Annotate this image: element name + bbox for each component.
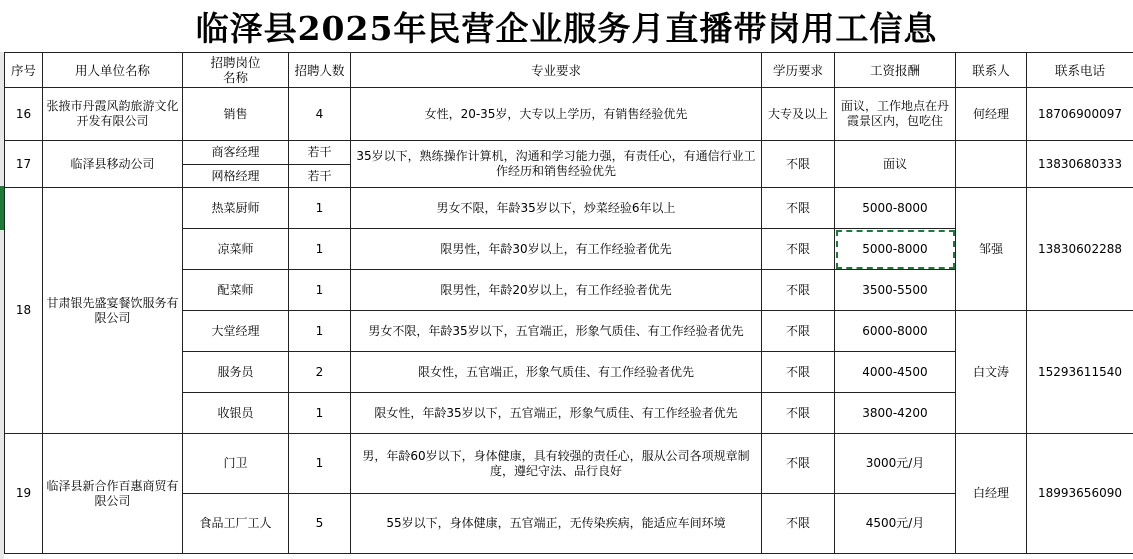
cell-company[interactable]: 张掖市丹霞风韵旅游文化开发有限公司	[43, 88, 183, 141]
cell-company[interactable]: 临泽县新合作百惠商贸有限公司	[43, 434, 183, 554]
cell-no[interactable]: 19	[5, 434, 43, 554]
header-cell[interactable]: 用人单位名称	[43, 53, 183, 88]
page-title-row	[0, 0, 1133, 52]
cell-no[interactable]: 17	[5, 141, 43, 188]
header-cell[interactable]: 工资报酬	[835, 53, 956, 88]
cell-education[interactable]: 不限	[762, 393, 835, 434]
cell-position[interactable]: 网格经理	[183, 165, 289, 188]
header-cell[interactable]: 联系电话	[1027, 53, 1133, 88]
cell-requirement[interactable]: 男女不限，年龄35岁以下，炒菜经验6年以上	[351, 188, 762, 229]
cell-requirement[interactable]: 男，年龄60岁以下，身体健康，具有较强的责任心，服从公司各项规章制度，遵纪守法、品行良好	[351, 434, 762, 494]
table-row	[5, 434, 1133, 494]
cell-salary[interactable]: 4000-4500	[835, 352, 956, 393]
cell-salary[interactable]: 4500元/月	[835, 494, 956, 554]
cell-requirement[interactable]: 限男性，年龄20岁以上，有工作经验者优先	[351, 270, 762, 311]
cell-education[interactable]: 不限	[762, 352, 835, 393]
cell-position[interactable]: 食品工厂工人	[183, 494, 289, 554]
cell-salary-selected[interactable]: 5000-8000	[835, 229, 956, 270]
cell-position[interactable]: 收银员	[183, 393, 289, 434]
header-row	[5, 53, 1133, 88]
cell-position[interactable]: 服务员	[183, 352, 289, 393]
cell-phone[interactable]: 18706900097	[1027, 88, 1133, 141]
cell-position[interactable]: 大堂经理	[183, 311, 289, 352]
cell-contact[interactable]: 邹强	[956, 188, 1027, 311]
cell-education[interactable]: 大专及以上	[762, 88, 835, 141]
cell-requirement[interactable]: 限女性，五官端正，形象气质佳、有工作经验者优先	[351, 352, 762, 393]
cell-salary[interactable]: 3800-4200	[835, 393, 956, 434]
cell-count[interactable]: 若干	[289, 141, 351, 165]
cell-count[interactable]: 4	[289, 88, 351, 141]
cell-salary[interactable]: 5000-8000	[835, 188, 956, 229]
cell-count[interactable]: 1	[289, 270, 351, 311]
cell-education[interactable]: 不限	[762, 229, 835, 270]
cell-position[interactable]: 凉菜师	[183, 229, 289, 270]
cell-requirement[interactable]: 55岁以下，身体健康，五官端正，无传染疾病，能适应车间环境	[351, 494, 762, 554]
cell-education[interactable]: 不限	[762, 188, 835, 229]
cell-company[interactable]: 甘肃银先盛宴餐饮服务有限公司	[43, 188, 183, 434]
cell-requirement[interactable]: 限男性，年龄30岁以上，有工作经验者优先	[351, 229, 762, 270]
cell-education[interactable]: 不限	[762, 311, 835, 352]
header-cell[interactable]: 招聘岗位名称	[183, 53, 289, 88]
cell-contact[interactable]: 白经理	[956, 434, 1027, 554]
cell-count[interactable]: 1	[289, 229, 351, 270]
cell-count[interactable]: 1	[289, 188, 351, 229]
cell-education[interactable]: 不限	[762, 494, 835, 554]
cell-no[interactable]: 16	[5, 88, 43, 141]
header-cell[interactable]: 联系人	[956, 53, 1027, 88]
cell-requirement[interactable]: 男女不限，年龄35岁以下，五官端正，形象气质佳、有工作经验者优先	[351, 311, 762, 352]
cell-salary[interactable]: 面议	[835, 141, 956, 188]
cell-contact[interactable]: 白文涛	[956, 311, 1027, 434]
cell-no[interactable]: 18	[5, 188, 43, 434]
cell-count[interactable]: 1	[289, 311, 351, 352]
cell-requirement[interactable]: 女性，20-35岁，大专以上学历，有销售经验优先	[351, 88, 762, 141]
cell-phone[interactable]: 15293611540	[1027, 311, 1133, 434]
cell-count[interactable]: 1	[289, 393, 351, 434]
header-cell[interactable]: 序号	[5, 53, 43, 88]
recruitment-table	[4, 52, 1133, 554]
cell-count[interactable]: 若干	[289, 165, 351, 188]
table-row	[5, 141, 1133, 165]
cell-position[interactable]: 门卫	[183, 434, 289, 494]
cell-education[interactable]: 不限	[762, 434, 835, 494]
cell-salary[interactable]: 3500-5500	[835, 270, 956, 311]
cell-count[interactable]: 5	[289, 494, 351, 554]
cell-phone[interactable]: 13830680333	[1027, 141, 1133, 188]
cell-position[interactable]: 商客经理	[183, 141, 289, 165]
table-row	[5, 88, 1133, 141]
header-cell[interactable]: 招聘人数	[289, 53, 351, 88]
cell-phone[interactable]: 18993656090	[1027, 434, 1133, 554]
cell-count[interactable]: 1	[289, 434, 351, 494]
page-title: 临泽县2025年民营企业服务月直播带岗用工信息	[195, 8, 938, 48]
cell-phone[interactable]: 13830602288	[1027, 188, 1133, 311]
cell-position[interactable]: 配菜师	[183, 270, 289, 311]
table-row	[5, 188, 1133, 229]
cell-company[interactable]: 临泽县移动公司	[43, 141, 183, 188]
cell-education[interactable]: 不限	[762, 141, 835, 188]
cell-salary[interactable]: 3000元/月	[835, 434, 956, 494]
cell-requirement[interactable]: 限女性，年龄35岁以下，五官端正，形象气质佳、有工作经验者优先	[351, 393, 762, 434]
cell-education[interactable]: 不限	[762, 270, 835, 311]
header-cell[interactable]: 学历要求	[762, 53, 835, 88]
header-cell[interactable]: 专业要求	[351, 53, 762, 88]
cell-position[interactable]: 热菜厨师	[183, 188, 289, 229]
cell-position[interactable]: 销售	[183, 88, 289, 141]
cell-count[interactable]: 2	[289, 352, 351, 393]
cell-contact[interactable]	[956, 141, 1027, 188]
cell-requirement[interactable]: 35岁以下，熟练操作计算机，沟通和学习能力强，有责任心，有通信行业工作经历和销售经验优先	[351, 141, 762, 188]
cell-salary[interactable]: 面议，工作地点在丹霞景区内，包吃住	[835, 88, 956, 141]
cell-salary[interactable]: 6000-8000	[835, 311, 956, 352]
cell-contact[interactable]: 何经理	[956, 88, 1027, 141]
